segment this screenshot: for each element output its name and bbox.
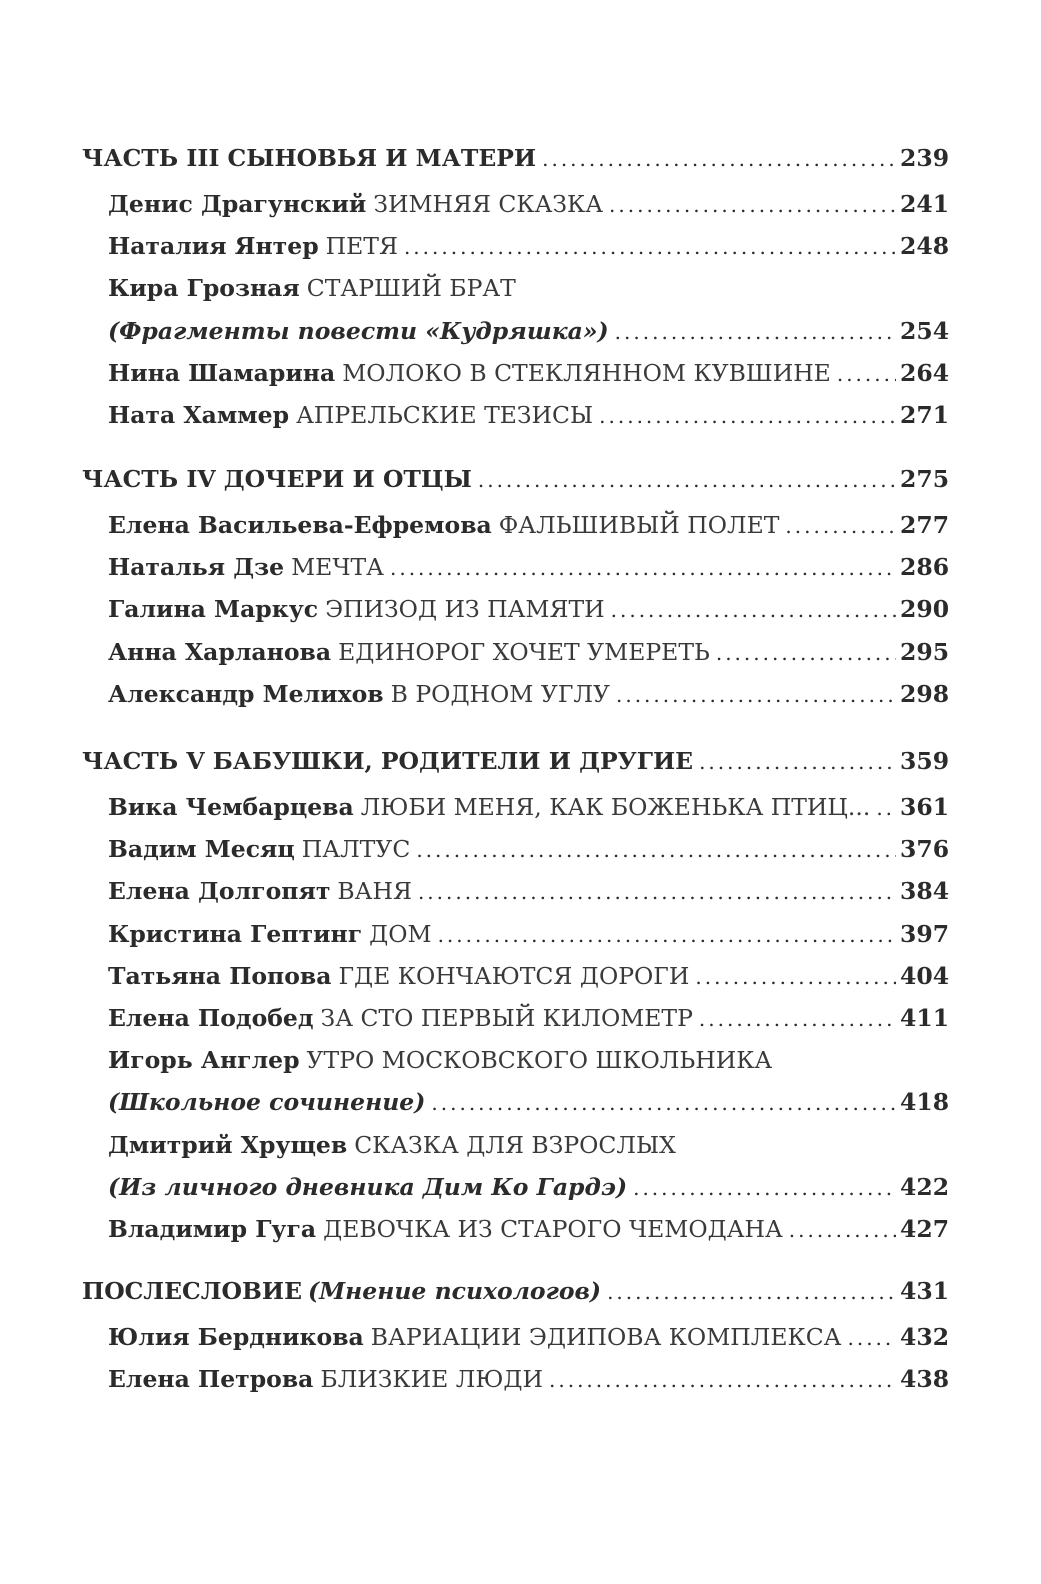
- entry-author: Елена Васильева-Ефремова: [108, 511, 492, 539]
- page-number: 254: [900, 316, 950, 345]
- leader-dots: [837, 354, 896, 394]
- entry-author: Елена Подобед: [108, 1004, 314, 1032]
- entry-title: ПЕТЯ: [325, 232, 398, 261]
- leader-dots: [599, 396, 896, 436]
- page-number: 384: [900, 877, 950, 906]
- part-heading[interactable]: [82, 138, 950, 178]
- leader-dots: [699, 999, 896, 1039]
- page-number: 361: [900, 793, 950, 821]
- entry-title: ГДЕ КОНЧАЮТСЯ ДОРОГИ: [338, 961, 690, 990]
- toc-entry[interactable]: [108, 353, 950, 393]
- entry-title: СКАЗКА ДЛЯ ВЗРОСЛЫХ: [354, 1130, 676, 1159]
- page-number: 271: [900, 401, 950, 429]
- entry-title: МЕЧТА: [291, 553, 384, 582]
- page-number: 404: [900, 961, 950, 990]
- toc-entry[interactable]: [108, 674, 950, 714]
- entry-title: УТРО МОСКОВСКОГО ШКОЛЬНИКА: [306, 1046, 773, 1075]
- leader-dots: [785, 506, 896, 546]
- toc-entry[interactable]: [108, 1040, 942, 1080]
- entry-title: В РОДНОМ УГЛУ: [390, 679, 610, 708]
- page-number: 298: [900, 679, 950, 708]
- page-number: 286: [900, 553, 950, 582]
- leader-dots: [695, 957, 896, 997]
- page-number: 431: [900, 1277, 950, 1305]
- leader-dots: [611, 590, 896, 630]
- entry-author: Юлия Бердникова: [108, 1323, 364, 1351]
- entry-author: Александр Мелихов: [108, 679, 384, 708]
- leader-dots: [549, 1360, 896, 1400]
- entry-title: ЕДИНОРОГ ХОЧЕТ УМЕРЕТЬ: [338, 637, 710, 666]
- entry-title: ЗИМНЯЯ СКАЗКА: [373, 190, 604, 218]
- toc-entry[interactable]: [108, 956, 950, 996]
- entry-note: (Из личного дневника Дим Ко Гардэ): [108, 1172, 628, 1201]
- leader-dots: [478, 460, 896, 500]
- entry-title: АПРЕЛЬСКИЕ ТЕЗИСЫ: [296, 401, 594, 429]
- page-number: 248: [900, 232, 950, 261]
- toc-entry-continuation[interactable]: [108, 1082, 950, 1122]
- toc-entry[interactable]: [108, 998, 950, 1038]
- entry-author: Ната Хаммер: [108, 401, 290, 429]
- toc-entry[interactable]: [108, 547, 950, 587]
- leader-dots: [716, 633, 896, 673]
- entry-author: Наталья Дзе: [108, 553, 285, 582]
- leader-dots: [876, 788, 896, 828]
- page-number: 438: [900, 1365, 950, 1394]
- part-title: ПОСЛЕСЛОВИЕ: [82, 1277, 302, 1305]
- entry-author: Галина Маркус: [108, 595, 319, 624]
- leader-dots: [789, 1210, 896, 1250]
- page-number: 295: [900, 637, 950, 666]
- toc-entry[interactable]: [108, 1359, 950, 1399]
- toc-entry[interactable]: [108, 1317, 950, 1357]
- entry-author: Кира Грозная: [108, 274, 300, 303]
- leader-dots: [607, 1272, 896, 1312]
- leader-dots: [699, 742, 896, 782]
- part-heading[interactable]: [82, 741, 950, 781]
- entry-title: ЛЮБИ МЕНЯ, КАК БОЖЕНЬКА ПТИЦ...: [360, 793, 871, 821]
- toc-entry[interactable]: [108, 1209, 950, 1249]
- entry-title: СТАРШИЙ БРАТ: [306, 274, 516, 303]
- leader-dots: [404, 227, 896, 267]
- page-number: 418: [900, 1088, 950, 1117]
- entry-author: Владимир Гуга: [108, 1215, 317, 1243]
- leader-dots: [431, 1083, 896, 1123]
- page-number: 264: [900, 358, 950, 387]
- entry-title: ЗА СТО ПЕРВЫЙ КИЛОМЕТР: [320, 1004, 693, 1032]
- leader-dots: [847, 1318, 896, 1358]
- page-number: 277: [900, 511, 950, 539]
- page-number: 239: [900, 144, 950, 172]
- entry-title: ДОМ: [369, 919, 432, 948]
- entry-author: Елена Долгопят: [108, 877, 331, 906]
- entry-note: (Школьное сочинение): [108, 1088, 426, 1117]
- toc-entry[interactable]: [108, 184, 950, 224]
- leader-dots: [418, 872, 896, 912]
- page-number: 290: [900, 595, 950, 624]
- entry-author: Вика Чембарцева: [108, 793, 354, 821]
- toc-entry[interactable]: [108, 268, 942, 308]
- page-number: 359: [900, 747, 950, 775]
- part-heading[interactable]: [82, 1271, 950, 1311]
- entry-author: Татьяна Попова: [108, 961, 332, 990]
- leader-dots: [616, 675, 896, 715]
- toc-entry[interactable]: [108, 505, 950, 545]
- entry-title: МОЛОКО В СТЕКЛЯННОМ КУВШИНЕ: [342, 358, 831, 387]
- leader-dots: [416, 830, 896, 870]
- toc-entry[interactable]: [108, 914, 950, 954]
- page-number: 422: [900, 1172, 950, 1201]
- entry-title: ДЕВОЧКА ИЗ СТАРОГО ЧЕМОДАНА: [323, 1215, 783, 1243]
- entry-title: ЭПИЗОД ИЗ ПАМЯТИ: [325, 595, 605, 624]
- toc-entry[interactable]: [108, 1125, 942, 1165]
- entry-title: ПАЛТУС: [301, 835, 411, 864]
- entry-title: ВАНЯ: [337, 877, 412, 906]
- page-number: 241: [900, 190, 950, 218]
- toc-entry-continuation[interactable]: [108, 311, 950, 351]
- entry-author: Анна Харланова: [108, 637, 332, 666]
- entry-author: Вадим Месяц: [108, 835, 295, 864]
- leader-dots: [633, 1168, 896, 1208]
- page-number: 275: [900, 465, 950, 493]
- entry-title: БЛИЗКИЕ ЛЮДИ: [320, 1365, 543, 1394]
- entry-author: Нина Шамарина: [108, 358, 336, 387]
- toc-entry[interactable]: [108, 787, 950, 827]
- toc-entry[interactable]: [108, 829, 950, 869]
- toc-entry[interactable]: [108, 589, 950, 629]
- page-number: 411: [900, 1004, 950, 1032]
- toc-entry[interactable]: [108, 871, 950, 911]
- entry-author: Дмитрий Хрущев: [108, 1130, 348, 1159]
- part-title: ЧАСТЬ V БАБУШКИ, РОДИТЕЛИ И ДРУГИЕ: [82, 747, 694, 775]
- toc-entry[interactable]: [108, 395, 950, 435]
- toc-entry[interactable]: [108, 226, 950, 266]
- entry-title: ФАЛЬШИВЫЙ ПОЛЕТ: [498, 511, 780, 539]
- page-number: 427: [900, 1215, 950, 1243]
- leader-dots: [542, 139, 896, 179]
- entry-author: Елена Петрова: [108, 1365, 314, 1394]
- page-number: 397: [900, 919, 950, 948]
- page-number: 432: [900, 1323, 950, 1351]
- part-note: (Мнение психологов): [308, 1277, 602, 1305]
- entry-author: Игорь Англер: [108, 1046, 300, 1075]
- leader-dots: [609, 185, 896, 225]
- part-title: ЧАСТЬ III СЫНОВЬЯ И МАТЕРИ: [82, 144, 537, 172]
- entry-note: (Фрагменты повести «Кудряшка»): [108, 316, 609, 345]
- entry-author: Наталия Янтер: [108, 232, 319, 261]
- toc-entry[interactable]: [108, 632, 950, 672]
- leader-dots: [390, 548, 896, 588]
- entry-title: ВАРИАЦИИ ЭДИПОВА КОМПЛЕКСА: [370, 1323, 842, 1351]
- entry-author: Кристина Гептинг: [108, 919, 363, 948]
- toc-entry-continuation[interactable]: [108, 1167, 950, 1207]
- page-number: 376: [900, 835, 950, 864]
- part-heading[interactable]: [82, 459, 950, 499]
- part-title: ЧАСТЬ IV ДОЧЕРИ И ОТЦЫ: [82, 465, 472, 493]
- leader-dots: [615, 312, 896, 352]
- leader-dots: [438, 915, 896, 955]
- entry-author: Денис Драгунский: [108, 190, 367, 218]
